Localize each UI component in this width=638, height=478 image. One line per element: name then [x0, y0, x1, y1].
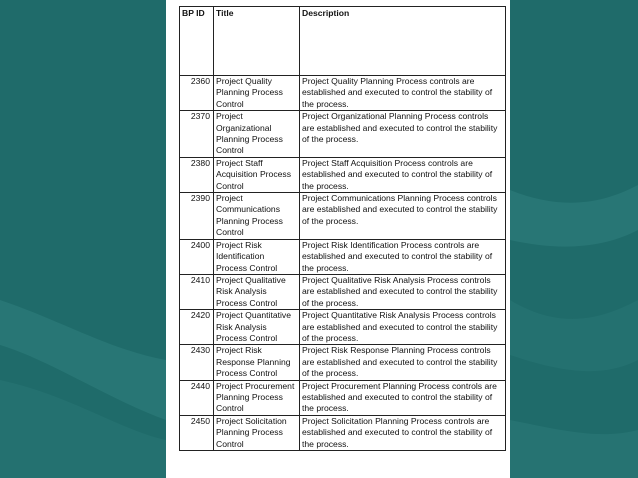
- table-row: [180, 157, 506, 192]
- column-header-title: Title: [214, 7, 300, 76]
- bp-id-cell: 2440: [180, 380, 214, 415]
- bp-id-cell: 2450: [180, 415, 214, 450]
- table-row: [180, 274, 506, 309]
- column-header-description: Description: [300, 7, 506, 76]
- table-row: [180, 345, 506, 380]
- table-header-row: [180, 7, 506, 76]
- title-cell: Project Staff Acquisition Process Control: [214, 157, 300, 192]
- description-cell: Project Risk Response Planning Process controls are established and executed to control the stability of the process.: [300, 345, 506, 380]
- title-cell: Project Organizational Planning Process Control: [214, 111, 300, 158]
- description-cell: Project Staff Acquisition Process controls are established and executed to control the stability of the process.: [300, 157, 506, 192]
- description-cell: Project Communications Planning Process controls are established and executed to control the stability of the process.: [300, 193, 506, 240]
- title-cell: Project Procurement Planning Process Control: [214, 380, 300, 415]
- bp-id-cell: 2390: [180, 193, 214, 240]
- table-body: [180, 76, 506, 451]
- table-row: [180, 380, 506, 415]
- table-row: [180, 193, 506, 240]
- description-cell: Project Risk Identification Process controls are established and executed to control the stability of the process.: [300, 239, 506, 274]
- document-page: [166, 0, 510, 478]
- table-row: [180, 111, 506, 158]
- description-cell: Project Quantitative Risk Analysis Process controls are established and executed to control the stability of the process.: [300, 310, 506, 345]
- title-cell: Project Risk Response Planning Process Control: [214, 345, 300, 380]
- table-row: [180, 76, 506, 111]
- title-cell: Project Risk Identification Process Control: [214, 239, 300, 274]
- description-cell: Project Procurement Planning Process controls are established and executed to control the stability of the process.: [300, 380, 506, 415]
- bp-id-cell: 2420: [180, 310, 214, 345]
- bp-id-cell: 2370: [180, 111, 214, 158]
- description-cell: Project Solicitation Planning Process controls are established and executed to control the stability of the process.: [300, 415, 506, 450]
- table-row: [180, 310, 506, 345]
- table-row: [180, 415, 506, 450]
- bp-id-cell: 2380: [180, 157, 214, 192]
- description-cell: Project Qualitative Risk Analysis Process controls are established and executed to control the stability of the process.: [300, 274, 506, 309]
- bp-id-cell: 2400: [180, 239, 214, 274]
- bp-id-cell: 2430: [180, 345, 214, 380]
- bp-id-cell: 2360: [180, 76, 214, 111]
- bp-id-cell: 2410: [180, 274, 214, 309]
- title-cell: Project Quantitative Risk Analysis Process Control: [214, 310, 300, 345]
- column-header-bp-id: BP ID: [180, 7, 214, 76]
- description-cell: Project Quality Planning Process controls are established and executed to control the stability of the process.: [300, 76, 506, 111]
- title-cell: Project Solicitation Planning Process Control: [214, 415, 300, 450]
- table-row: [180, 239, 506, 274]
- bp-table: [179, 6, 506, 451]
- title-cell: Project Quality Planning Process Control: [214, 76, 300, 111]
- title-cell: Project Qualitative Risk Analysis Process Control: [214, 274, 300, 309]
- description-cell: Project Organizational Planning Process controls are established and executed to control the stability of the process.: [300, 111, 506, 158]
- title-cell: Project Communications Planning Process Control: [214, 193, 300, 240]
